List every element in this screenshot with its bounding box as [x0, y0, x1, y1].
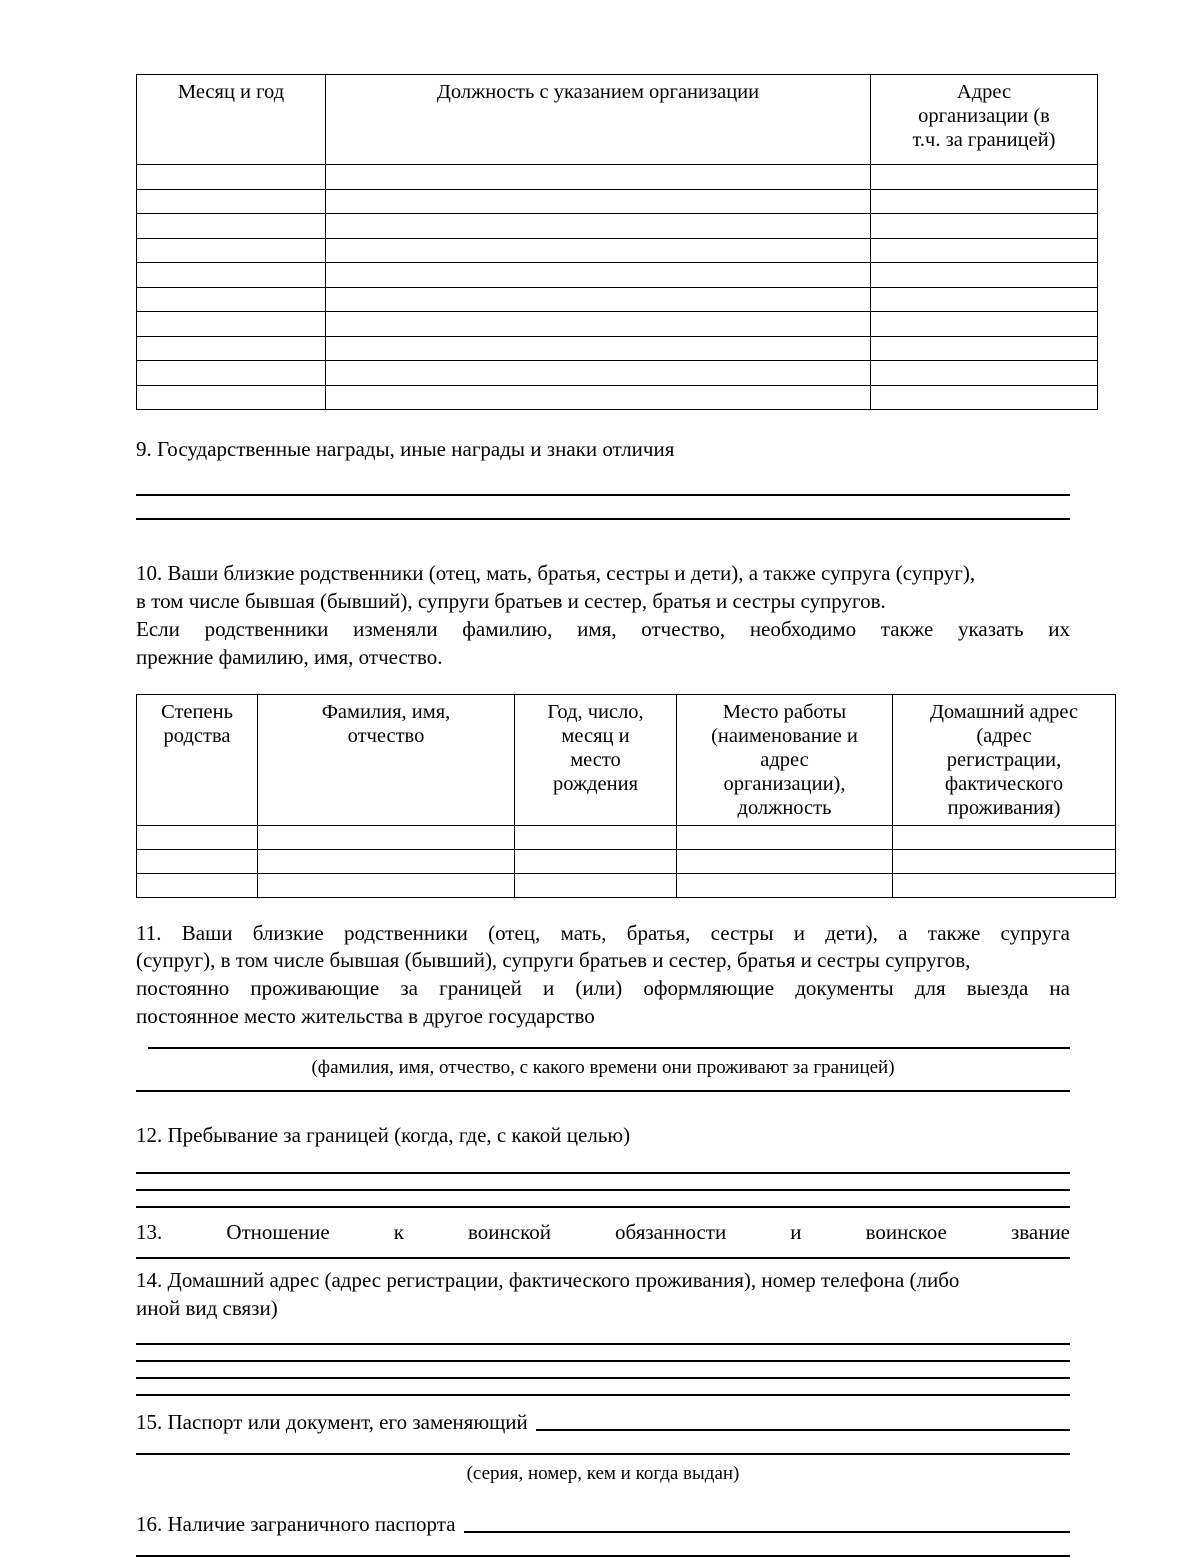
form-page	[136, 0, 1079, 1546]
table-row[interactable]	[137, 361, 1098, 386]
cell-position[interactable]	[326, 238, 871, 263]
column-header-org-address	[871, 75, 1098, 165]
item-11-line-1: 11. Ваши близкие родственники (отец, мать, братья, сестры и дети), а также супруга	[136, 920, 1070, 945]
cell-workplace[interactable]	[677, 873, 893, 897]
birth-line-1: Год, число,	[547, 700, 644, 723]
cell-fullname[interactable]	[258, 873, 515, 897]
cell-month-year[interactable]	[137, 361, 326, 386]
home-address-line-1: Домашний адрес	[929, 700, 1079, 723]
home-address-line-5: проживания)	[947, 797, 1061, 820]
cell-position[interactable]	[326, 165, 871, 190]
cell-org-address[interactable]	[871, 165, 1098, 190]
cell-org-address[interactable]	[871, 189, 1098, 214]
cell-home-address[interactable]	[893, 873, 1116, 897]
table-row[interactable]	[137, 825, 1116, 849]
birth-line-3: место	[570, 748, 621, 771]
cell-position[interactable]	[326, 287, 871, 312]
home-address-line-4: фактического	[944, 773, 1064, 796]
item-16-write-line-1[interactable]	[136, 1555, 1070, 1557]
workplace-line-3: адрес	[760, 748, 809, 771]
cell-org-address[interactable]	[871, 287, 1098, 312]
relatives-table	[136, 694, 1116, 898]
relatives-body	[137, 825, 1116, 897]
cell-month-year[interactable]	[137, 287, 326, 312]
birth-line-4: рождения	[552, 773, 639, 796]
cell-org-address[interactable]	[871, 385, 1098, 410]
cell-fullname[interactable]	[258, 849, 515, 873]
table-row[interactable]	[137, 165, 1098, 190]
cell-month-year[interactable]	[137, 385, 326, 410]
item-15-label: 15. Паспорт или документ, его заменяющий	[136, 1409, 528, 1434]
org-address-line-2: организации (в	[918, 105, 1050, 128]
cell-month-year[interactable]	[137, 263, 326, 288]
home-address-line-3: регистрации,	[946, 748, 1062, 771]
cell-month-year[interactable]	[137, 214, 326, 239]
cell-month-year[interactable]	[137, 336, 326, 361]
cell-birth[interactable]	[515, 873, 677, 897]
cell-org-address[interactable]	[871, 336, 1098, 361]
workplace-line-1: Место работы	[722, 700, 847, 723]
table-header-row	[137, 75, 1098, 165]
cell-position[interactable]	[326, 214, 871, 239]
fullname-line-2: отчество	[347, 724, 425, 747]
table-row[interactable]	[137, 214, 1098, 239]
column-header-workplace	[677, 694, 893, 825]
cell-position[interactable]	[326, 312, 871, 337]
work-history-body	[137, 165, 1098, 410]
item-16-row	[136, 1512, 1070, 1537]
table-row[interactable]	[137, 849, 1116, 873]
cell-home-address[interactable]	[893, 825, 1116, 849]
relation-line-1: Степень	[161, 700, 233, 723]
item-10-line-2: в том числе бывшая (бывший), супруги братьев и сестер, братья и сестры супругов.	[136, 588, 886, 613]
cell-org-address[interactable]	[871, 214, 1098, 239]
cell-relation[interactable]	[137, 873, 258, 897]
work-history-table	[136, 74, 1098, 410]
cell-month-year[interactable]	[137, 189, 326, 214]
cell-org-address[interactable]	[871, 312, 1098, 337]
table-row[interactable]	[137, 312, 1098, 337]
item-13-label: 13. Отношение к воинской обязанности и воинское звание	[136, 1219, 1070, 1244]
fullname-line-1: Фамилия, имя,	[321, 700, 451, 723]
cell-position[interactable]	[326, 189, 871, 214]
item-15-caption: (серия, номер, кем и когда выдан)	[466, 1462, 740, 1484]
item-14-text	[136, 1267, 1070, 1323]
table-row[interactable]	[137, 287, 1098, 312]
item-10-line-3: Если родственники изменяли фамилию, имя, отчество, необходимо также указать их	[136, 616, 1070, 641]
column-header-relation	[137, 694, 258, 825]
item-10-text	[136, 560, 1070, 672]
cell-org-address[interactable]	[871, 238, 1098, 263]
table-row[interactable]	[137, 336, 1098, 361]
cell-month-year[interactable]	[137, 312, 326, 337]
column-header-birth	[515, 694, 677, 825]
item-11-line-2: (супруг), в том числе бывшая (бывший), супруги братьев и сестер, братья и сестры супругов,	[136, 948, 971, 973]
workplace-line-2: (наименование и	[711, 724, 858, 747]
item-14-line-1: 14. Домашний адрес (адрес регистрации, фактического проживания), номер телефона (либо	[136, 1267, 960, 1292]
cell-position[interactable]	[326, 361, 871, 386]
item-16-label: 16. Наличие заграничного паспорта	[136, 1511, 456, 1536]
item-11-text	[136, 920, 1070, 1032]
column-header-month-year: Месяц и год	[137, 75, 326, 165]
workplace-line-5: должность	[737, 797, 832, 820]
table-row[interactable]	[137, 385, 1098, 410]
cell-month-year[interactable]	[137, 165, 326, 190]
item-12-label: 12. Пребывание за границей (когда, где, с какой целью)	[136, 1123, 631, 1148]
cell-birth[interactable]	[515, 825, 677, 849]
workplace-line-4: организации),	[723, 773, 846, 796]
table-row[interactable]	[137, 189, 1098, 214]
column-header-home-address	[893, 694, 1116, 825]
column-header-position: Должность с указанием организации	[326, 75, 871, 165]
cell-position[interactable]	[326, 385, 871, 410]
birth-line-2: месяц и	[561, 724, 630, 747]
cell-org-address[interactable]	[871, 263, 1098, 288]
table-row[interactable]	[137, 238, 1098, 263]
cell-birth[interactable]	[515, 849, 677, 873]
item-9-label: 9. Государственные награды, иные награды и знаки отличия	[136, 437, 675, 461]
org-address-line-3: т.ч. за границей)	[912, 129, 1056, 152]
cell-workplace[interactable]	[677, 825, 893, 849]
table-header-row	[137, 694, 1116, 825]
table-row[interactable]	[137, 873, 1116, 897]
home-address-line-2: (адрес	[976, 724, 1032, 747]
relation-line-2: родства	[163, 724, 231, 747]
item-15-input-line[interactable]	[536, 1429, 1070, 1431]
item-10-line-1: 10. Ваши близкие родственники (отец, мать, братья, сестры и дети), а также супруга (супруг),	[136, 560, 976, 585]
cell-org-address[interactable]	[871, 361, 1098, 386]
cell-relation[interactable]	[137, 849, 258, 873]
item-11-caption: (фамилия, имя, отчество, с какого времени они проживают за границей)	[311, 1057, 895, 1079]
item-14-line-2: иной вид связи)	[136, 1295, 278, 1320]
cell-workplace[interactable]	[677, 849, 893, 873]
item-15-row	[136, 1410, 1070, 1435]
item-10-line-4: прежние фамилию, имя, отчество.	[136, 644, 443, 669]
cell-position[interactable]	[326, 263, 871, 288]
cell-relation[interactable]	[137, 825, 258, 849]
cell-month-year[interactable]	[137, 238, 326, 263]
item-16-input-line[interactable]	[464, 1531, 1070, 1533]
table-row[interactable]	[137, 263, 1098, 288]
cell-home-address[interactable]	[893, 849, 1116, 873]
cell-fullname[interactable]	[258, 825, 515, 849]
org-address-line-1: Адрес	[956, 81, 1012, 103]
cell-position[interactable]	[326, 336, 871, 361]
item-11-line-3: постоянно проживающие за границей и (или) оформляющие документы для выезда на	[136, 976, 1070, 1001]
item-11-line-4: постоянное место жительства в другое государство	[136, 1004, 595, 1029]
column-header-fullname	[258, 694, 515, 825]
